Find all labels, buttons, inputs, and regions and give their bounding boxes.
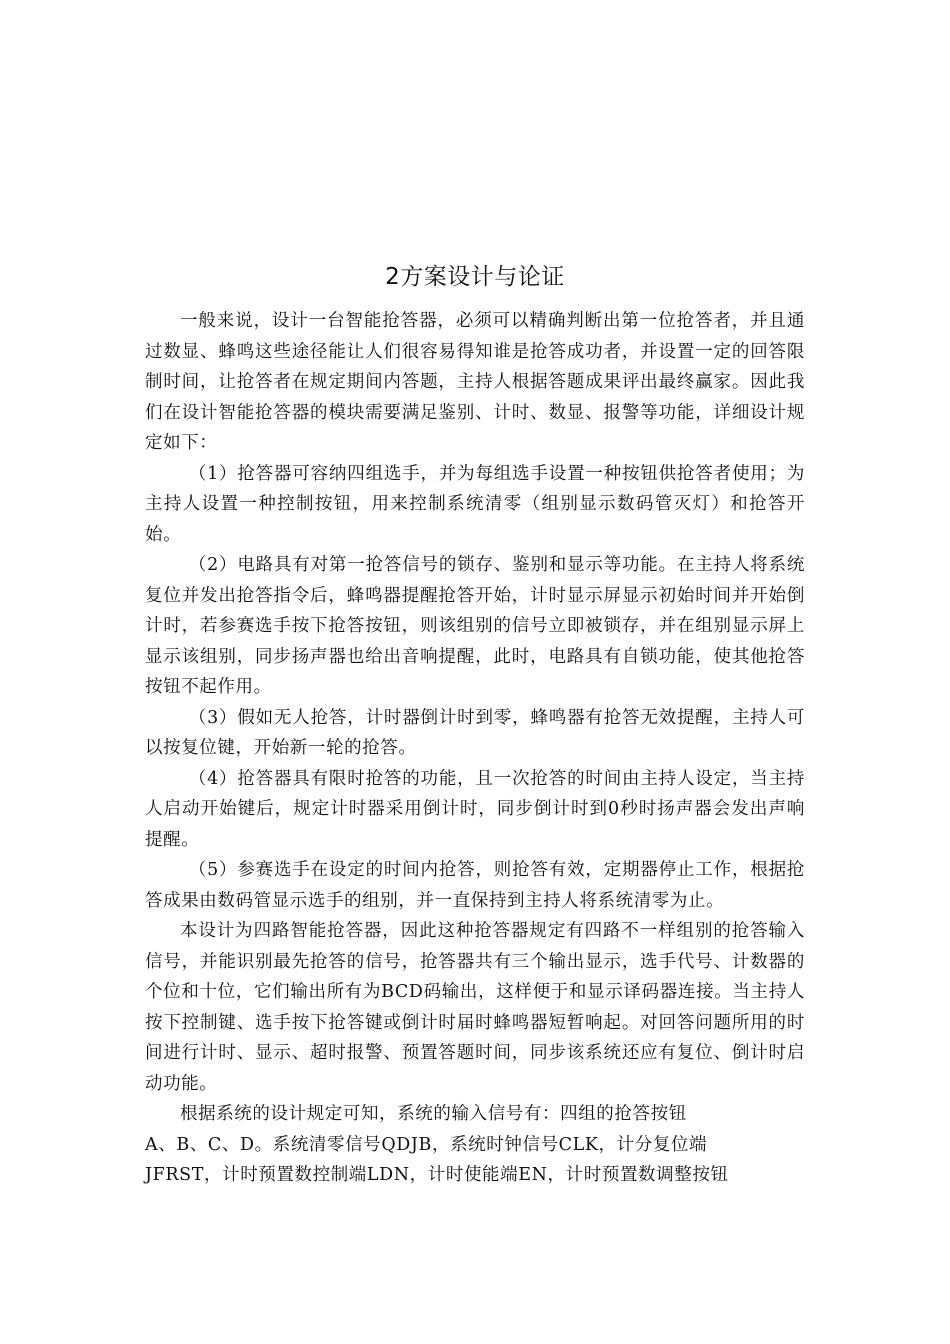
paragraph-req-4: （4）抢答器具有限时抢答的功能，且一次抢答的时间由主持人设定，当主持人启动开始键后，规定计时器采用倒计时，同步倒计时到0秒时扬声器会发出声响提醒。 [145, 768, 805, 850]
paragraph-req-2: （2）电路具有对第一抢答信号的锁存、鉴别和显示等功能。在主持人将系统复位并发出抢答指令后，蜂鸣器提醒抢答开始，计时显示屏显示初始时间并开始倒计时，若参赛选手按下抢答按钮，则该组别的信号立即被锁存，并在组别显示屏上显示该组别，同步扬声器也给出音响提醒，此时，电路具有自锁功能，使其他抢答按钮不起作用。 [145, 555, 805, 697]
paragraph-req-3: （3）假如无人抢答，计时器倒计时到零，蜂鸣器有抢答无效提醒，主持人可以按复位键，开始新一轮的抢答。 [145, 707, 805, 758]
section-heading: 2方案设计与论证 [385, 264, 565, 290]
signals-line-1: 根据系统的设计规定可知，系统的输入信号有：四组的抢答按钮 [180, 1104, 687, 1124]
document-page [145, 262, 805, 1191]
paragraph-intro: 一般来说，设计一台智能抢答器，必须可以精确判断出第一位抢答者，并且通过数显、蜂鸣这些途径能让人们很容易得知谁是抢答成功者，并设置一定的回答限制时间，让抢答者在规定期间内答题，主持人根据答题成果评出最终赢家。因此我们在设计智能抢答器的模块需要满足鉴别、计时、数显、报警等功能，详细设计规定如下： [145, 311, 805, 453]
signals-line-3: JFRST，计时预置数控制端LDN，计时使能端EN，计时预置数调整按钮 [145, 1165, 729, 1185]
paragraph-req-1: （1）抢答器可容纳四组选手，并为每组选手设置一种按钮供抢答者使用；为主持人设置一种控制按钮，用来控制系统清零（组别显示数码管灭灯）和抢答开始。 [145, 463, 805, 545]
signals-line-2: A、B、C、D。系统清零信号QDJB，系统时钟信号CLK，计分复位端 [145, 1134, 708, 1155]
paragraph-req-5: （5）参赛选手在设定的时间内抢答，则抢答有效，定期器停止工作，根据抢答成果由数码管显示选手的组别，并一直保持到主持人将系统清零为止。 [145, 860, 805, 911]
paragraph-signals [145, 1099, 805, 1191]
paragraph-design: 本设计为四路智能抢答器，因此这种抢答器规定有四路不一样组别的抢答输入信号，并能识别最先抢答的信号，抢答器共有三个输出显示，选手代号、计数器的个位和十位，它们输出所有为BCD码输出，这样便于和显示译码器连接。当主持人按下控制键、选手按下抢答键或倒计时届时蜂鸣器短暂响起。对回答问题所用的时间进行计时、显示、超时报警、预置答题时间，同步该系统还应有复位、倒计时启动功能。 [145, 921, 805, 1094]
